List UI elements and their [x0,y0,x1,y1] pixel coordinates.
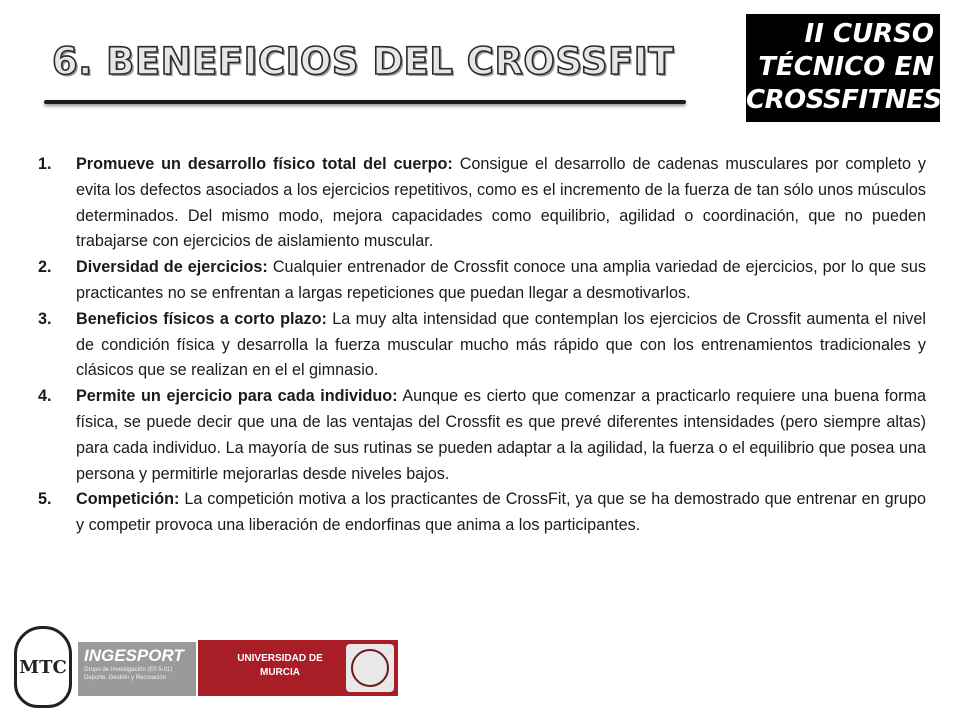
course-logo-line1: II CURSO [804,19,934,49]
universidad-murcia-text: UNIVERSIDAD DE MURCIA [237,653,323,678]
list-item [38,384,926,487]
item-text: La competición motiva a los practicantes de CrossFit, ya que se ha demostrado que entrenar en grupo y competir provoca una liberación de endorfinas que anima a los participantes. [76,490,926,535]
list-item [38,307,926,384]
item-heading: Beneficios físicos a corto plazo: [76,309,327,328]
item-number: 4. [38,387,52,406]
item-text: La muy alta intensidad que contemplan los ejercicios de Crossfit aumenta el nivel de condición física y desarrolla la fuerza muscular mucho más rápido que con los entrenamientos tradicionales y clásicos que se realizan en el el gimnasio. [76,309,926,380]
universidad-murcia-logo [198,640,398,696]
ingesport-logo [78,642,196,696]
course-logo-line3: CROSSFITNESS [746,85,959,115]
item-text: Aunque es cierto que comenzar a practicarlo requiere una buena forma física, se puede decir que una de las ventajas del Crossfit es que prevé diferentes intensidades (pero siempre altas) para cada individuo. La mayoría de sus rutinas se pueden adaptar a la agilidad, la fuerza o el equilibrio que posea una persona y permitirle mejorarlas desde niveles bajos. [76,387,926,483]
university-seal-icon [346,644,394,692]
ingesport-subtitle-2: Deporte, Gestión y Recreación [84,675,167,681]
course-logo-line2: TÉCNICO EN [758,52,934,82]
item-heading: Promueve un desarrollo físico total del cuerpo: [76,155,453,173]
title-underline [44,100,686,104]
item-number: 5. [38,490,52,509]
mtc-badge-logo: MTC [14,626,72,708]
item-heading: Diversidad de ejercicios: [76,258,268,277]
item-number: 1. [38,155,52,173]
item-heading: Competición: [76,490,180,509]
ingesport-name: INGESPORT [84,646,184,665]
item-number: 2. [38,258,52,277]
ingesport-subtitle-1: Grupo de Investigación (E0 5-01) [84,667,173,673]
item-number: 3. [38,309,52,328]
item-text: Consigue el desarrollo de cadenas musculares por completo y evita los defectos asociados a los ejercicios repetitivos, como es el incremento de la fuerza de tan sólo unos músculos determinados. Del mismo modo, mejora capacidades como equilibrio, agilidad o coordinación, que no pueden trabajarse con ejercicios de aislamiento muscular. [76,155,926,251]
item-text: Cualquier entrenador de Crossfit conoce una amplia variedad de ejercicios, por lo que sus practicantes no se enfrentan a largas repeticiones que puedan llegar a desmotivarlos. [76,258,926,302]
list-item [38,152,926,255]
list-item [38,255,926,307]
list-item [38,487,926,539]
item-heading: Permite un ejercicio para cada individuo: [76,387,398,406]
course-logo [746,14,959,122]
page-title: 6. BENEFICIOS DEL CROSSFIT [52,40,674,83]
benefits-list [38,152,926,539]
